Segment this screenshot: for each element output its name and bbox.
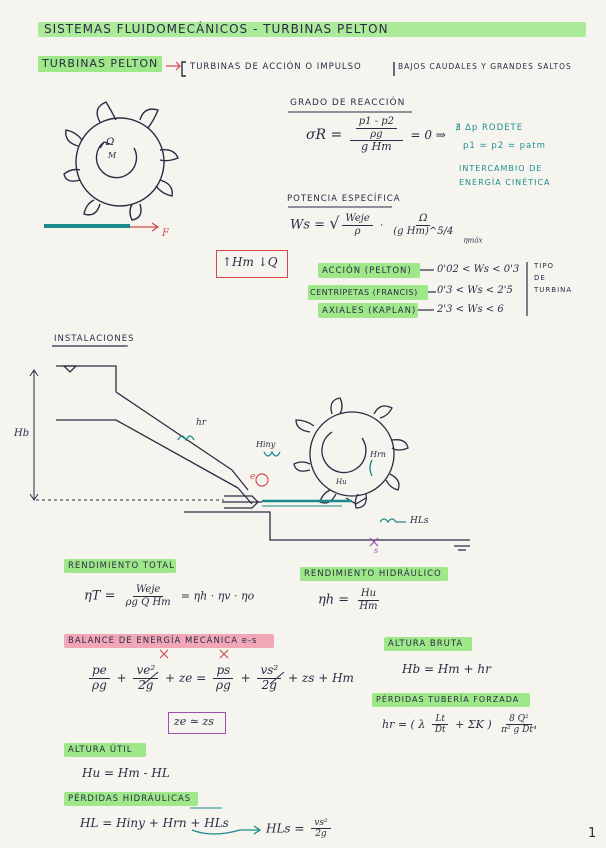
rend-hid-title: RENDIMIENTO HIDRÁULICO: [304, 569, 442, 579]
pelton-note: BAJOS CAUDALES Y GRANDES SALTOS: [398, 62, 572, 71]
hls-label: HLs: [410, 516, 429, 526]
hr-label: hr: [196, 418, 207, 428]
e-label: e: [250, 472, 256, 482]
type-francis-name: CENTRÍPETAS (FRANCIS): [310, 288, 418, 297]
hls-formula: HLs = $\frac{\text{vs²}}{2g}$: [266, 818, 334, 840]
page-title: SISTEMAS FLUIDOMECÁNICOS - TURBINAS PELTON: [44, 22, 389, 36]
type-kaplan-name: AXIALES (KAPLAN): [322, 306, 417, 316]
s-label: s: [374, 546, 379, 555]
hu-small-label: Hu: [336, 478, 347, 486]
pelton-wheel-top: [64, 102, 178, 220]
type-pelton-range: 0'02 < Ws < 0'3: [437, 264, 520, 275]
type-kaplan-range: 2'3 < Ws < 6: [437, 304, 504, 315]
hiny-label: Hiny: [256, 440, 276, 449]
perdidas-hid-formula: HL = Hiny + Hrn + HLs: [80, 816, 229, 830]
perdidas-hid-title: PÉRDIDAS HIDRÁULICAS: [68, 794, 192, 804]
moment-label: M: [108, 151, 117, 160]
force-label: F: [162, 228, 169, 239]
specific-power-title: POTENCIA ESPECÍFICA: [287, 194, 401, 204]
type-pelton-name: ACCIÓN (PELTON): [322, 266, 412, 276]
hb-label: Hb: [14, 428, 30, 439]
type-side-note-3: TURBINA: [534, 286, 573, 294]
page-number: 1: [588, 826, 598, 841]
rend-total-formula: ηT = $\frac{\text{Weje}}{\text{ρg Q Hm}}$ = ηh · ηv · ηo: [84, 584, 255, 608]
rend-hid-formula: ηh = $\frac{Hu}{Hm}$: [318, 588, 378, 612]
perdidas-tub-title: PÉRDIDAS TUBERÍA FORZADA: [376, 695, 520, 704]
type-side-note-1: TIPO: [534, 262, 555, 270]
reaction-title: GRADO DE REACCIÓN: [290, 98, 406, 108]
specific-power-formula: Ws = √ $\frac{\text{Weje}}{\rho}$ · $\frac{\Omega}{\text{(g Hm)\textasciicircum{}5/4}}$ $_{\eta máx}$: [290, 213, 483, 245]
altura-util-formula: Hu = Hm - HL: [82, 766, 170, 780]
reaction-note-1: ∄ Δp RODETE: [455, 123, 524, 133]
reaction-formula: σR = $\frac{\frac{p1 - p2}{\rho g}}{\text{g Hm}}$ = 0 ⇒: [306, 116, 446, 153]
omega-label: Ω: [106, 137, 115, 148]
type-francis-range: 0'3 < Ws < 2'5: [437, 285, 513, 296]
pelton-type: TURBINAS DE ACCIÓN O IMPULSO: [190, 62, 362, 72]
balance-title: BALANCE DE ENERGÍA MECÁNICA e-s: [68, 636, 258, 646]
perdidas-tub-formula: hr = ( λ $\frac{Lt}{Dt}$ + ΣK ) $\frac{\text{8 Q²}}{\text{π² g Dt⁴}}$: [382, 714, 537, 736]
reaction-note-3: INTERCAMBIO DE: [459, 164, 543, 173]
altura-util-title: ALTURA ÚTIL: [68, 745, 133, 755]
boxed-relation-text: ↑Hm ↓Q: [222, 255, 278, 269]
rend-total-title: RENDIMIENTO TOTAL: [68, 561, 175, 571]
hrn-label: Hrn: [370, 450, 386, 459]
balance-formula: $\frac{pe}{\rho g}$ + $\frac{\text{ve²}}{2g}$ + ze = $\frac{ps}{\rho g}$ + $\frac{\text{vs²}}{2g}$ + zs + Hm: [86, 664, 354, 693]
altura-bruta-formula: Hb = Hm + hr: [402, 662, 491, 676]
type-side-note-2: DE: [534, 274, 546, 282]
altura-bruta-title: ALTURA BRUTA: [388, 639, 464, 649]
reaction-note-2: p1 = p2 = patm: [463, 141, 546, 151]
installations-title: INSTALACIONES: [54, 334, 135, 344]
pelton-label: TURBINAS PELTON: [42, 57, 159, 70]
reaction-note-4: ENERGÍA CINÉTICA: [459, 178, 551, 187]
balance-boxed-text: ze ≃ zs: [174, 715, 214, 728]
